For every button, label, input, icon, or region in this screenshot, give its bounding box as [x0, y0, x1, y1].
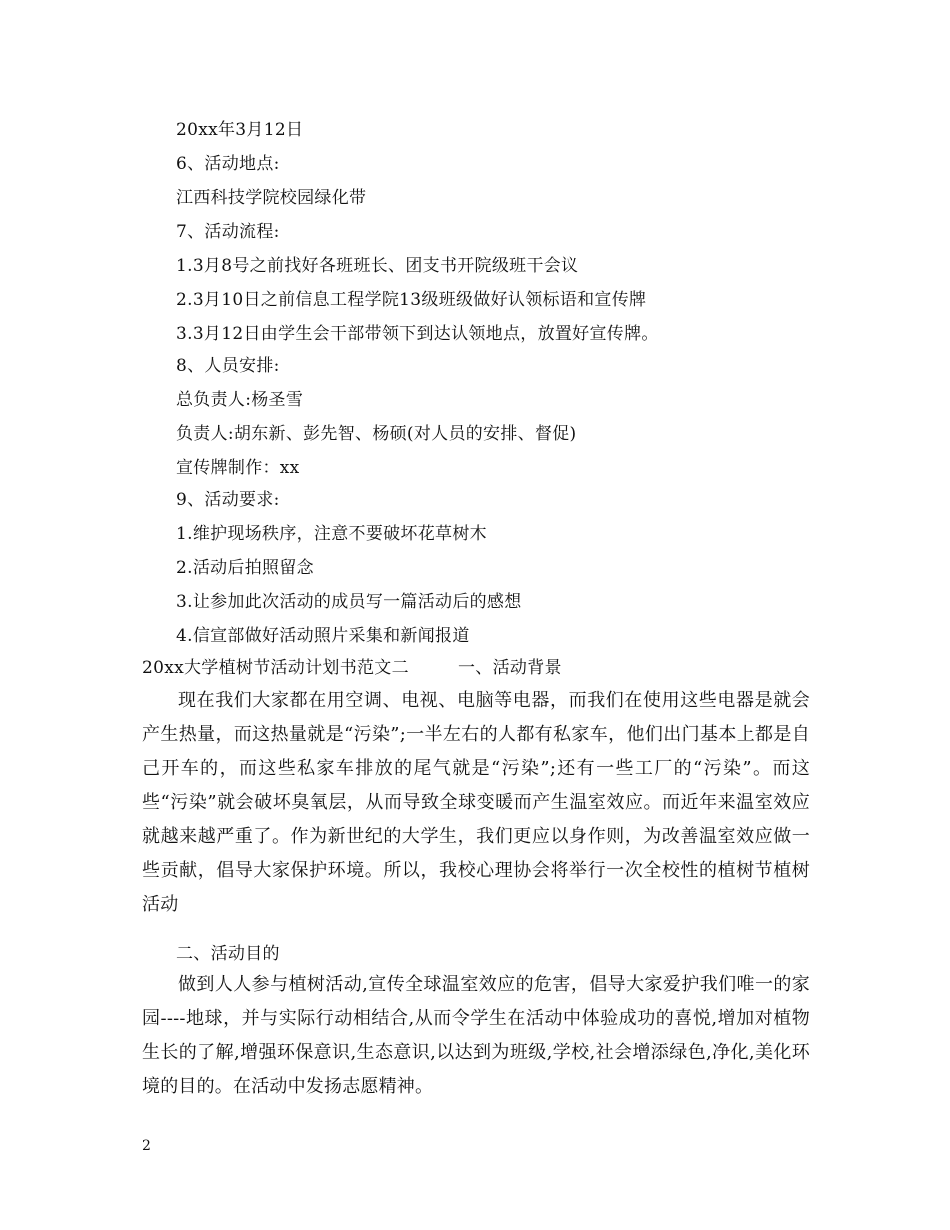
text-line-requirement-2: 2.活动后拍照留念 — [176, 558, 314, 578]
text-line-staff-board: 宣传牌制作：xx — [176, 458, 300, 478]
text-line-requirement-3: 3.让参加此次活动的成员写一篇活动后的感想 — [176, 592, 522, 612]
text-line-location: 江西科技学院校园绿化带 — [176, 188, 367, 208]
text-line-staff-leads: 负责人:胡东新、彭先智、杨硕(对人员的安排、督促) — [176, 424, 577, 444]
text-line-process-2: 2.3月10日之前信息工程学院13级班级做好认领标语和宣传牌 — [176, 290, 647, 310]
document-title: 20xx大学植树节活动计划书范文二 — [142, 658, 409, 678]
section-body-purpose: 做到人人参与植树活动,宣传全球温室效应的危害，倡导大家爱护我们唯一的家园----地球，并与实际行动相结合,从而令学生在活动中体验成功的喜悦,增加对植物生长的了解,增强环保意识,生态意识,以达到为班级,学校,社会增添绿色,净化,美化环境的目的。在活动中发扬志愿精神。 — [142, 974, 810, 1097]
text-line-staff-chief: 总负责人:杨圣雪 — [176, 390, 304, 410]
text-line-staff-heading: 8、人员安排: — [176, 356, 280, 376]
text-line-requirement-4: 4.信宣部做好活动照片采集和新闻报道 — [176, 626, 470, 646]
text-line-date: 20xx年3月12日 — [176, 120, 304, 140]
text-line-process-heading: 7、活动流程: — [176, 222, 280, 242]
text-line-process-3: 3.3月12日由学生会干部带领下到达认领地点，放置好宣传牌。 — [176, 324, 659, 344]
text-line-requirement-1: 1.维护现场秩序，注意不要破坏花草树木 — [176, 524, 487, 544]
section-heading-background: 一、活动背景 — [458, 658, 562, 678]
page-number: 2 — [142, 1138, 151, 1154]
section-body-background: 现在我们大家都在用空调、电视、电脑等电器，而我们在使用这些电器是就会产生热量，而这热量就是“污染”;一半左右的人都有私家车，他们出门基本上都是自己开车的，而这些私家车排放的尾气就是“污染”;还有一些工厂的“污染”。而这些“污染”就会破坏臭氧层，从而导致全球变暖而产生温室效应。而近年来温室效应就越来越严重了。作为新世纪的大学生，我们更应以身作则，为改善温室效应做一些贡献，倡导大家保护环境。所以，我校心理协会将举行一次全校性的植树节植树活动 — [142, 690, 810, 915]
text-line-location-heading: 6、活动地点: — [176, 154, 280, 174]
text-line-process-1: 1.3月8号之前找好各班班长、团支书开院级班干会议 — [176, 256, 579, 276]
section-heading-purpose: 二、活动目的 — [176, 944, 280, 964]
text-line-requirements-heading: 9、活动要求: — [176, 490, 280, 510]
